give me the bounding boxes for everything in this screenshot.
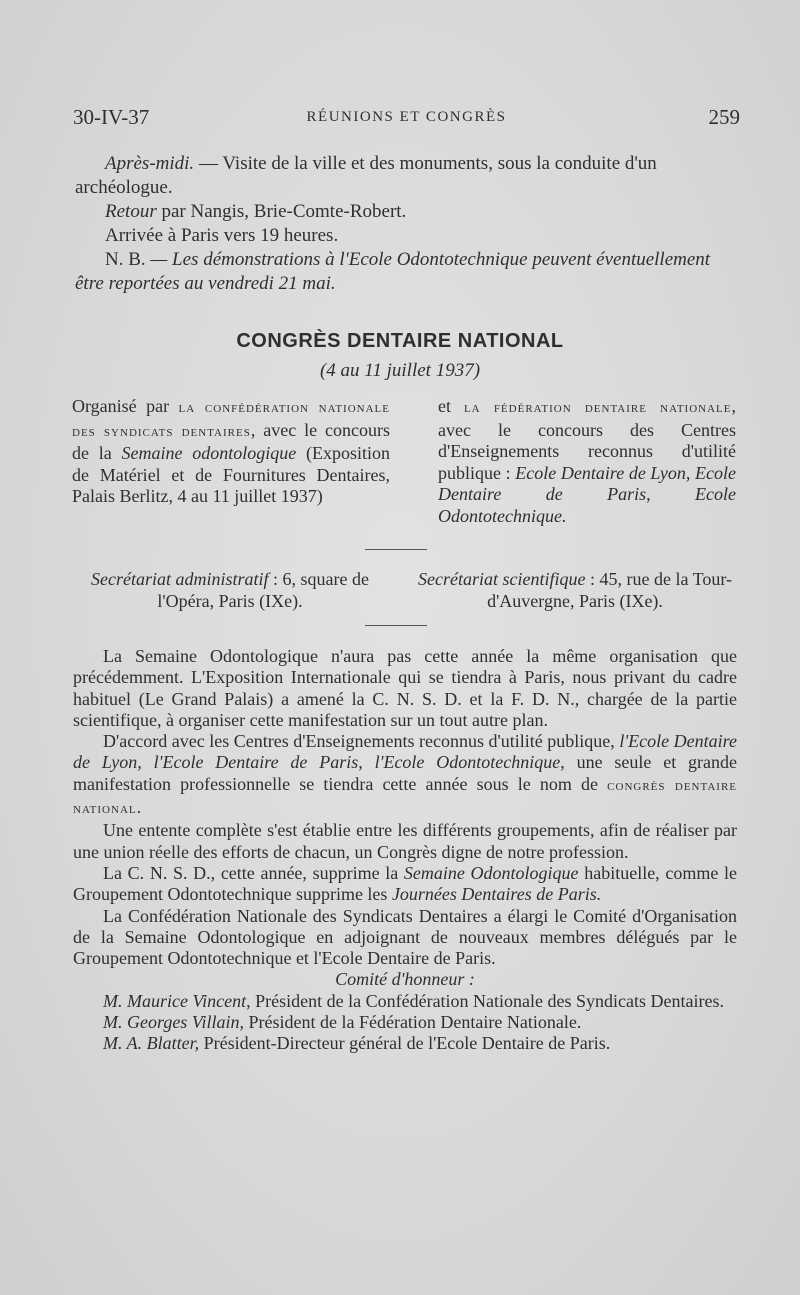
arrivee-line: Arrivée à Paris vers 19 heures. xyxy=(105,225,339,246)
semaine-italic: Semaine Odontologique xyxy=(403,862,579,883)
retour-line xyxy=(75,200,737,224)
text-run: Organisé par xyxy=(72,396,179,416)
paragraph xyxy=(73,863,737,906)
congress-title: CONGRÈS DENTAIRE NATIONAL xyxy=(236,330,564,352)
member-name: M. A. Blatter, xyxy=(103,1033,200,1054)
text-run: habituelle, comme le Groupement Odontotechnique supprime les xyxy=(73,862,737,905)
text-run: , une seule et grande manifestation professionnelle se tiendra cette année sous le nom de xyxy=(73,752,738,794)
schools-italic: l'Ecole Dentaire de Lyon, l'Ecole Dentaire de Paris, l'Ecole Odontotechnique xyxy=(73,731,737,773)
secretariat-sci-address: : 45, rue de la Tour-d'Auvergne, Paris (IXe). xyxy=(487,569,732,611)
text-run: D'accord avec les Centres d'Enseignements reconnus d'utilité publique, xyxy=(103,731,620,752)
secretariat-admin-address: : 6, square de l'Opéra, Paris (IXe). xyxy=(157,569,369,611)
text-run: et xyxy=(438,396,464,416)
confederation-name: la confédération nationale des syndicats dentaires xyxy=(72,400,390,440)
page-number: 259 xyxy=(708,105,740,129)
article-body xyxy=(73,646,737,1055)
semaine-name: Semaine odontologique xyxy=(121,443,297,463)
header-date: 30-IV-37 xyxy=(73,105,150,129)
intro-block xyxy=(75,152,737,296)
honour-member xyxy=(73,1012,737,1033)
nb-text: — Les démonstrations à l'Ecole Odontotechnique peuvent éventuellement être reportées au vendredi 21 mai. xyxy=(75,249,711,294)
running-header xyxy=(73,105,740,135)
schools-list: Ecole Dentaire de Lyon, Ecole Dentaire de Paris, Ecole Odontotechnique. xyxy=(438,462,737,526)
text-run: (Exposition de Matériel et de Fournitures Dentaires, Palais Berlitz, 4 au 11 juillet 1937) xyxy=(72,443,390,506)
text-run: , avec le concours des Centres d'Enseignements reconnus d'utilité publique : xyxy=(438,396,736,483)
header-section-title: RÉUNIONS ET CONGRÈS xyxy=(306,109,507,125)
member-role: Président de la Fédération Dentaire Nationale. xyxy=(243,1012,582,1033)
paragraph: La Confédération Nationale des Syndicats Dentaires a élargi le Comité d'Organisation de la Semaine Odontologique en adjoignant de nouveaux membres délégués par le Groupement Odontotechnique et l'Ecole Dentaire de Paris. xyxy=(73,905,737,969)
honour-member xyxy=(73,991,737,1012)
divider-rule xyxy=(365,549,427,550)
congress-name-sc: congrès dentaire national xyxy=(73,777,738,818)
secretariat-admin xyxy=(70,568,390,612)
congress-dates: (4 au 11 juillet 1937) xyxy=(319,360,481,381)
text-run: . xyxy=(136,797,142,818)
comite-heading: Comité d'honneur : xyxy=(335,969,475,990)
organiser-left-column xyxy=(72,396,390,508)
divider-rule xyxy=(365,625,427,626)
apres-midi-line xyxy=(75,152,737,200)
apres-label: Après-midi. xyxy=(105,153,195,174)
member-name: M. Georges Villain, xyxy=(103,1012,244,1033)
paragraph: Une entente complète s'est établie entre les différents groupements, afin de réaliser par une union réelle des efforts de chacun, un Congrès digne de notre profession. xyxy=(73,820,737,862)
federation-name: la fédération dentaire nationale xyxy=(463,400,732,416)
member-name: M. Maurice Vincent, xyxy=(103,990,251,1011)
secretariat-sci-label: Secrétariat scientifique xyxy=(418,569,586,589)
nb-line xyxy=(75,248,737,296)
nb-label: N. B. xyxy=(105,249,146,270)
apres-text: — Visite de la ville et des monuments, sous la conduite d'un archéologue. xyxy=(75,153,657,198)
honour-member xyxy=(73,1033,737,1054)
paragraph: La Semaine Odontologique n'aura pas cette année la même organisation que précédemment. L'Exposition Internationale qui se tiendra à Paris, nous privant du cadre habituel (Le Grand Palais) a amené la C. N. S. D. et la F. D. N., chargée de la partie scientifique, à organiser cette manifestation sur un tout autre plan. xyxy=(73,646,737,730)
member-role: Président-Directeur général de l'Ecole Dentaire de Paris. xyxy=(199,1033,611,1054)
secretariat-admin-label: Secrétariat administratif xyxy=(91,569,269,589)
text-run: La C. N. S. D., cette année, supprime la xyxy=(103,862,404,883)
retour-label: Retour xyxy=(105,201,157,222)
paragraph xyxy=(73,731,737,820)
organiser-right-column xyxy=(438,396,736,527)
journees-italic: Journées Dentaires de Paris. xyxy=(391,884,602,905)
secretariat-scientific xyxy=(410,568,740,612)
text-run: , avec le concours de la xyxy=(72,419,390,463)
retour-text: par Nangis, Brie-Comte-Robert. xyxy=(156,201,407,222)
member-role: Président de la Confédération Nationale des Syndicats Dentaires. xyxy=(250,990,724,1011)
